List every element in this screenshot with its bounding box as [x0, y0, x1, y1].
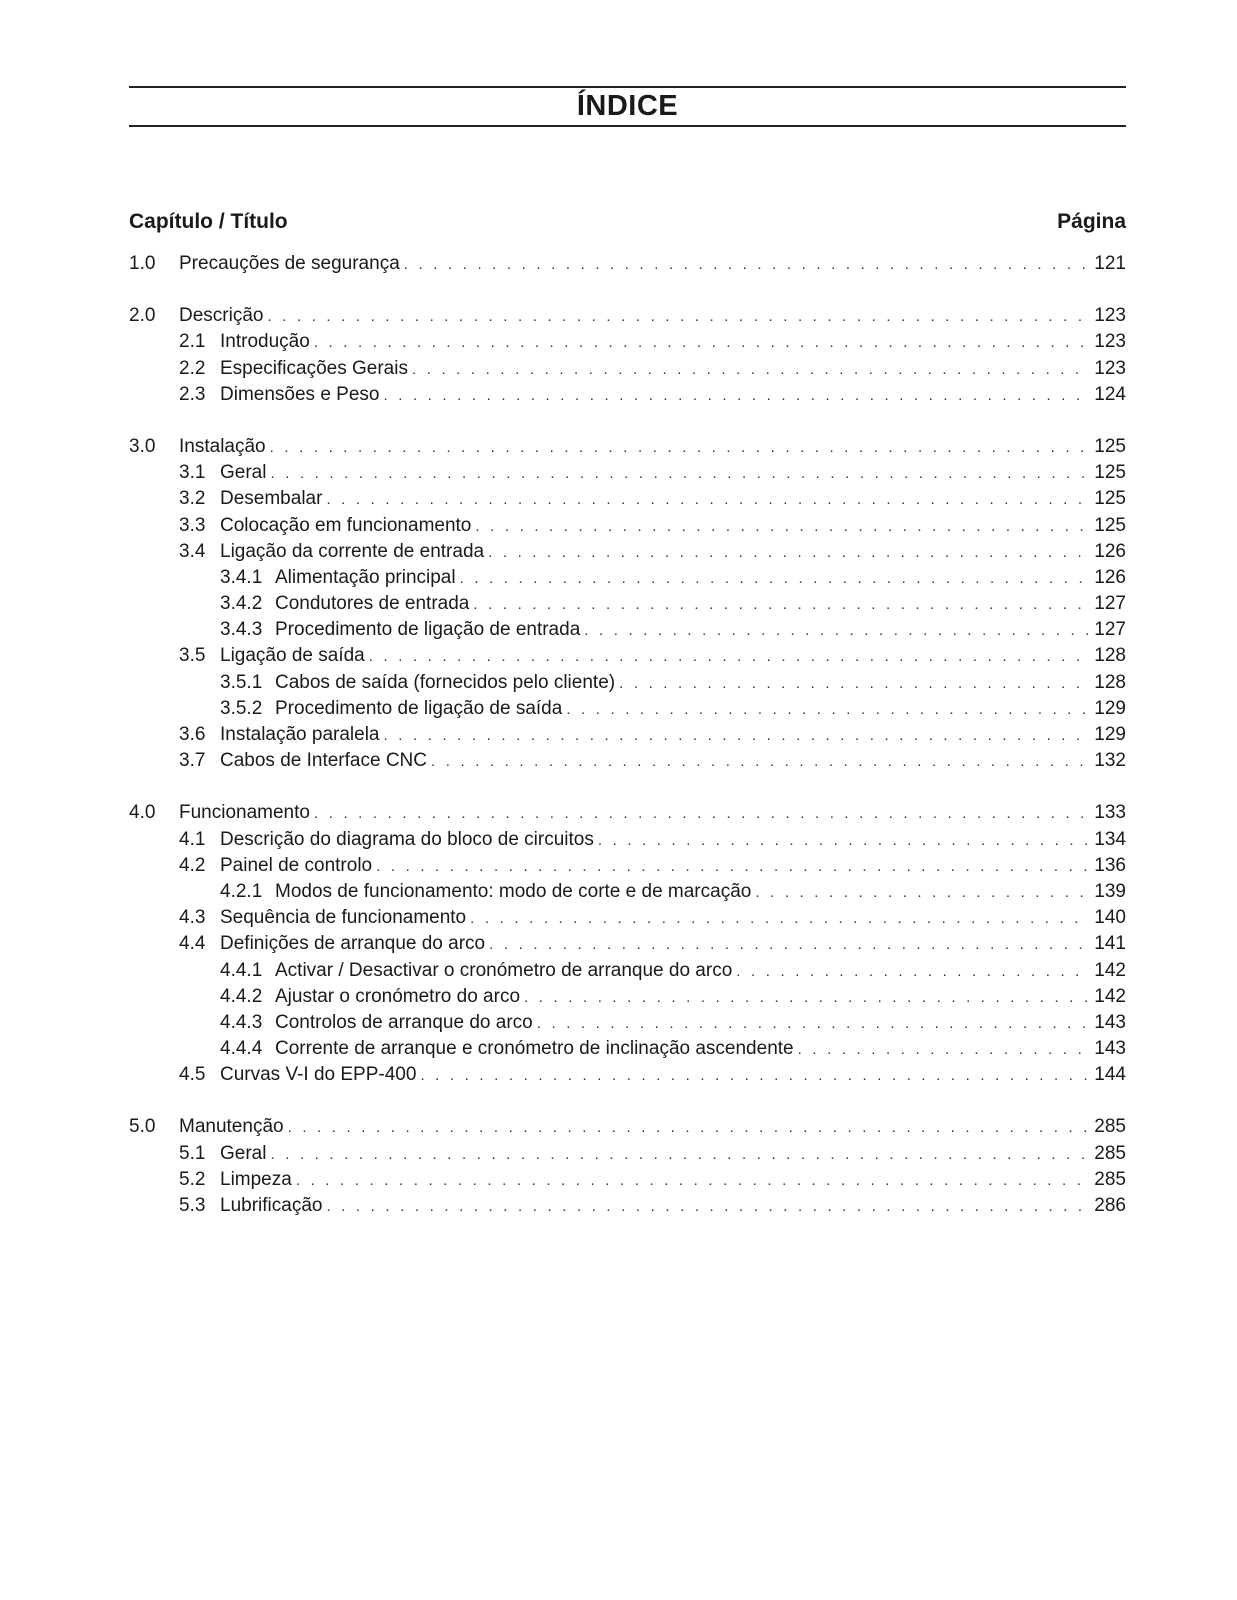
toc-entry-title: Desembalar: [220, 488, 323, 510]
toc-entry[interactable]: [129, 513, 1126, 539]
dot-leader: [376, 854, 1090, 880]
dot-leader: [267, 304, 1090, 330]
toc-entry-page: 136: [1094, 854, 1126, 876]
toc-group: [129, 303, 1126, 408]
dot-leader: [369, 644, 1091, 670]
toc-entry[interactable]: [129, 591, 1126, 617]
toc-entry-title: Colocação em funcionamento: [220, 514, 472, 536]
dot-leader: [619, 671, 1090, 697]
column-header-page: Página: [1057, 210, 1126, 233]
toc-entry-title: Instalação paralela: [220, 724, 380, 745]
toc-entry-number: 3.5.1: [220, 671, 263, 693]
toc-entry-number: 4.4.2: [220, 985, 263, 1007]
dot-leader: [537, 1011, 1091, 1037]
dot-leader: [383, 383, 1090, 409]
toc-entry-page: 127: [1094, 619, 1126, 641]
column-header-chapter: Capítulo / Título: [129, 210, 288, 233]
page-title: ÍNDICE: [576, 90, 679, 122]
dot-leader: [288, 1115, 1091, 1141]
toc-entry-number: 3.4.1: [220, 566, 263, 588]
toc-entry[interactable]: [129, 1036, 1126, 1062]
toc-group: [129, 434, 1126, 774]
toc-entry-number: 3.4.2: [220, 593, 263, 615]
toc-entry-title: Alimentação principal: [275, 566, 456, 588]
toc-entry-title: Geral: [220, 462, 267, 484]
toc-entry-page: 124: [1094, 383, 1126, 405]
toc-entry-number: 2.2: [179, 357, 206, 379]
toc-entry-number: 4.4.3: [220, 1011, 263, 1033]
dot-leader: [404, 252, 1091, 278]
toc-entry-page: 143: [1094, 1011, 1126, 1033]
toc-entry[interactable]: [129, 748, 1126, 774]
toc-group: [129, 1114, 1126, 1219]
dot-leader: [475, 514, 1090, 540]
toc-entry-number: 4.0: [129, 802, 156, 824]
dot-leader: [473, 592, 1090, 618]
dot-leader: [566, 697, 1090, 723]
toc-entry[interactable]: [129, 905, 1126, 931]
toc-entry-title: Painel de controlo: [220, 854, 373, 876]
toc-entry-title: Ajustar o cronómetro do arco: [275, 985, 521, 1007]
toc-entry-page: 286: [1094, 1195, 1126, 1216]
toc-entry-title: Precauções de segurança: [179, 253, 400, 274]
toc-entry[interactable]: [129, 643, 1126, 669]
toc-entry-page: 128: [1094, 671, 1126, 693]
toc-entry[interactable]: [129, 1167, 1126, 1193]
toc-entry-page: 132: [1094, 750, 1126, 772]
toc-entry-page: 125: [1094, 462, 1126, 484]
toc-entry-number: 3.5: [179, 645, 206, 667]
dot-leader: [736, 959, 1090, 985]
toc-entry-page: 285: [1094, 1168, 1126, 1190]
toc-entry-number: 3.7: [179, 750, 206, 772]
toc-entry-title: Descrição: [179, 305, 264, 327]
toc-entry-page: 123: [1094, 305, 1126, 327]
toc-entry[interactable]: [129, 670, 1126, 696]
toc-entry[interactable]: [129, 1114, 1126, 1140]
toc-entry-title: Funcionamento: [179, 802, 310, 824]
toc-entry-page: 140: [1094, 907, 1126, 929]
toc-entry[interactable]: [129, 1141, 1126, 1167]
dot-leader: [470, 906, 1090, 932]
table-of-contents: [129, 251, 1126, 1245]
toc-entry-page: 121: [1094, 253, 1126, 274]
toc-entry-page: 123: [1094, 357, 1126, 379]
toc-entry-number: 4.4.4: [220, 1038, 263, 1060]
dot-leader: [326, 1194, 1090, 1220]
toc-entry-page: 129: [1094, 724, 1126, 745]
toc-entry-title: Sequência de funcionamento: [220, 907, 467, 929]
toc-entry-title: Dimensões e Peso: [220, 383, 380, 405]
toc-entry-title: Controlos de arranque do arco: [275, 1011, 533, 1033]
dot-leader: [296, 1168, 1090, 1194]
toc-entry-number: 3.6: [179, 724, 206, 745]
toc-entry-page: 143: [1094, 1038, 1126, 1060]
toc-entry-page: 142: [1094, 959, 1126, 981]
dot-leader: [460, 566, 1091, 592]
dot-leader: [314, 330, 1091, 356]
toc-entry-title: Ligação da corrente de entrada: [220, 540, 485, 562]
toc-entry-number: 3.1: [179, 462, 206, 484]
toc-entry-page: 141: [1094, 933, 1126, 955]
dot-leader: [420, 1063, 1090, 1089]
dot-leader: [524, 985, 1090, 1011]
toc-entry-number: 2.3: [179, 383, 206, 405]
toc-entry[interactable]: [129, 382, 1126, 408]
dot-leader: [270, 435, 1091, 461]
toc-entry-number: 3.4: [179, 540, 206, 562]
toc-entry-page: 142: [1094, 985, 1126, 1007]
toc-entry-page: 144: [1094, 1064, 1126, 1086]
toc-entry-title: Ligação de saída: [220, 645, 365, 667]
toc-entry-page: 129: [1094, 697, 1126, 719]
toc-entry-title: Cabos de saída (fornecidos pelo cliente): [275, 671, 616, 693]
toc-entry[interactable]: [129, 827, 1126, 853]
toc-entry-page: 134: [1094, 828, 1126, 850]
toc-entry[interactable]: [129, 434, 1126, 460]
toc-entry[interactable]: [129, 565, 1126, 591]
toc-entry-title: Corrente de arranque e cronómetro de inclinação ascendente: [275, 1038, 794, 1060]
toc-entry-number: 3.4.3: [220, 619, 263, 641]
toc-entry-number: 5.2: [179, 1168, 206, 1190]
toc-entry-title: Curvas V-I do EPP-400: [220, 1064, 417, 1086]
toc-entry-number: 3.3: [179, 514, 206, 536]
toc-entry-title: Geral: [220, 1142, 267, 1164]
toc-entry[interactable]: [129, 696, 1126, 722]
toc-entry-title: Condutores de entrada: [275, 593, 470, 615]
dot-leader: [755, 880, 1090, 906]
toc-group: [129, 800, 1126, 1088]
toc-entry[interactable]: [129, 460, 1126, 486]
toc-entry-title: Procedimento de ligação de saída: [275, 697, 563, 719]
toc-entry-number: 2.1: [179, 331, 206, 353]
toc-entry[interactable]: [129, 303, 1126, 329]
toc-entry-page: 139: [1094, 880, 1126, 902]
toc-entry-number: 5.1: [179, 1142, 206, 1164]
toc-entry[interactable]: [129, 1193, 1126, 1219]
toc-entry-number: 4.4.1: [220, 959, 263, 981]
toc-entry-page: 285: [1094, 1116, 1126, 1138]
toc-entry-page: 125: [1094, 435, 1126, 457]
toc-entry-title: Lubrificação: [220, 1195, 323, 1216]
toc-entry-title: Definições de arranque do arco: [220, 933, 486, 955]
toc-group: [129, 251, 1126, 277]
toc-entry-page: 125: [1094, 488, 1126, 510]
dot-leader: [489, 932, 1090, 958]
dot-leader: [412, 357, 1090, 383]
toc-entry-page: 285: [1094, 1142, 1126, 1164]
toc-entry-title: Modos de funcionamento: modo de corte e de marcação: [275, 880, 752, 902]
dot-leader: [270, 461, 1090, 487]
toc-entry-number: 4.2: [179, 854, 206, 876]
toc-entry[interactable]: [129, 617, 1126, 643]
dot-leader: [431, 749, 1090, 775]
toc-entry[interactable]: [129, 853, 1126, 879]
toc-entry-number: 5.0: [129, 1116, 156, 1138]
toc-entry-number: 4.3: [179, 907, 206, 929]
toc-entry-title: Cabos de Interface CNC: [220, 750, 427, 772]
dot-leader: [798, 1037, 1091, 1063]
dot-leader: [488, 540, 1090, 566]
toc-entry-title: Procedimento de ligação de entrada: [275, 619, 581, 641]
toc-entry-page: 126: [1094, 566, 1126, 588]
toc-entry-number: 3.5.2: [220, 697, 263, 719]
toc-entry[interactable]: [129, 984, 1126, 1010]
toc-entry-page: 123: [1094, 331, 1126, 353]
toc-entry[interactable]: [129, 931, 1126, 957]
dot-leader: [384, 723, 1091, 749]
toc-entry-page: 128: [1094, 645, 1126, 667]
dot-leader: [598, 828, 1090, 854]
toc-entry-page: 133: [1094, 802, 1126, 824]
toc-entry[interactable]: [129, 486, 1126, 512]
title-bar: [129, 86, 1126, 127]
toc-entry-title: Limpeza: [220, 1168, 292, 1190]
toc-entry[interactable]: [129, 958, 1126, 984]
toc-entry-number: 4.5: [179, 1064, 206, 1086]
toc-entry[interactable]: [129, 539, 1126, 565]
toc-entry-page: 126: [1094, 540, 1126, 562]
dot-leader: [326, 487, 1090, 513]
toc-entry[interactable]: [129, 879, 1126, 905]
toc-entry-title: Activar / Desactivar o cronómetro de arranque do arco: [275, 959, 733, 981]
toc-entry-number: 4.4: [179, 933, 206, 955]
toc-entry[interactable]: [129, 356, 1126, 382]
toc-entry-title: Manutenção: [179, 1116, 284, 1138]
dot-leader: [270, 1142, 1090, 1168]
toc-entry-title: Especificações Gerais: [220, 357, 408, 379]
toc-entry-title: Instalação: [179, 435, 266, 457]
dot-leader: [314, 801, 1090, 827]
toc-entry[interactable]: [129, 800, 1126, 826]
toc-entry-page: 125: [1094, 514, 1126, 536]
column-headers: [129, 210, 1126, 234]
dot-leader: [584, 618, 1090, 644]
toc-entry-title: Descrição do diagrama do bloco de circuitos: [220, 828, 594, 850]
toc-entry-number: 1.0: [129, 253, 156, 274]
toc-entry-title: Introdução: [220, 331, 310, 353]
toc-entry[interactable]: [129, 1062, 1126, 1088]
toc-entry-number: 4.2.1: [220, 880, 263, 902]
toc-entry-number: 5.3: [179, 1195, 206, 1216]
toc-entry-page: 127: [1094, 593, 1126, 615]
toc-entry-number: 3.0: [129, 435, 156, 457]
toc-entry-number: 4.1: [179, 828, 206, 850]
toc-entry[interactable]: [129, 722, 1126, 748]
toc-entry-number: 2.0: [129, 305, 156, 327]
toc-entry[interactable]: [129, 1010, 1126, 1036]
toc-entry-number: 3.2: [179, 488, 206, 510]
toc-entry[interactable]: [129, 329, 1126, 355]
toc-entry[interactable]: [129, 251, 1126, 277]
